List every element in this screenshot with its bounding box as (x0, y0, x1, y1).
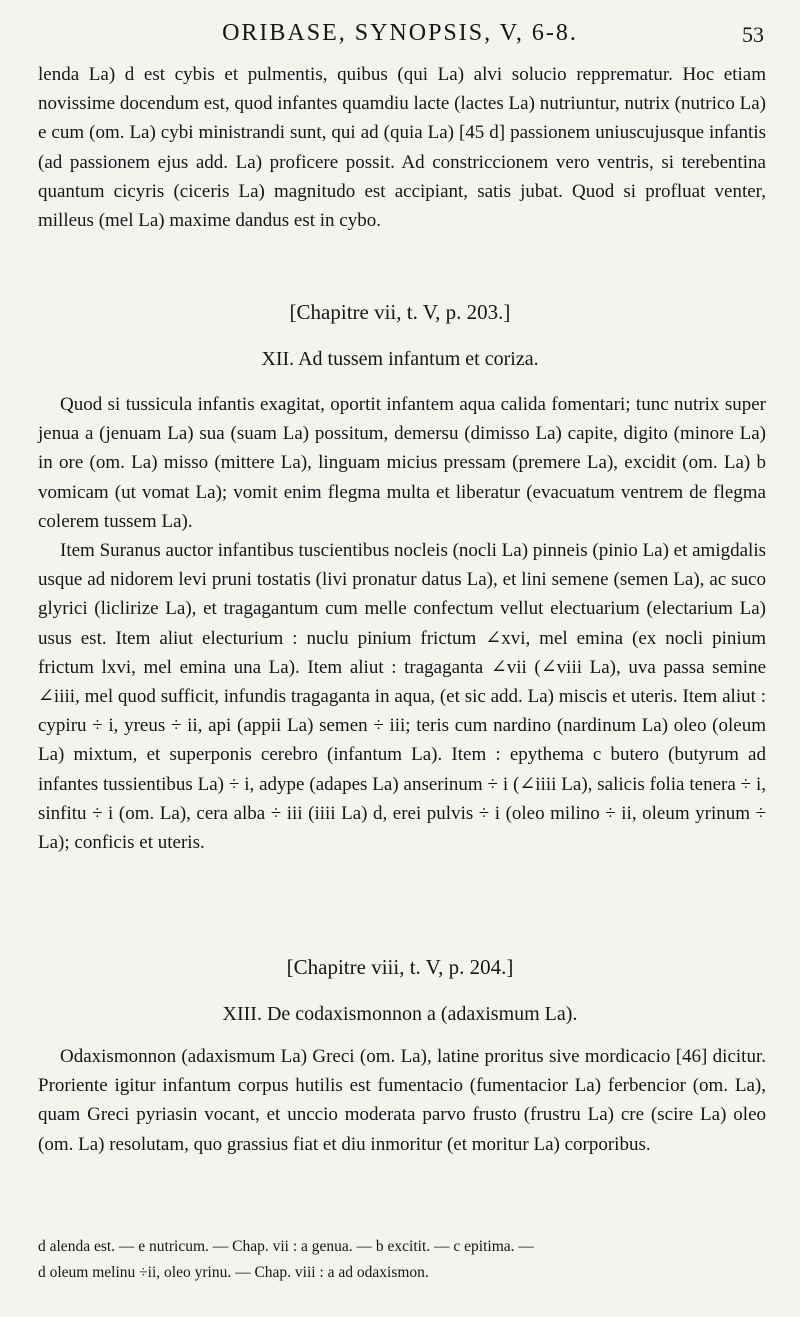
chapter-7-body (38, 390, 766, 857)
running-title: ORIBASE, SYNOPSIS, V, 6-8. (222, 20, 578, 46)
intro-paragraph: lenda La) d est cybis et pulmentis, quibus (qui La) alvi solucio repprematur. Hoc etiam novissime docendum est, quod infantes quamdiu lacte (lactes La) nutriuntur, nutrix (nutrico La) e cum (om. La) cybi ministrandi sunt, qui ad (quia La) [45 d] passionem uniuscujusque infantis (ad passionem ejus add. La) proficere possit. Ad constriccionem vero ventris, si terebentina quantum cicyris (ciceris La) magnitudo est accipiant, satis jubat. Quod si profluat venter, milleus (mel La) maxime dandus est in cybo. (38, 64, 766, 232)
running-head (0, 18, 800, 58)
footnotes (38, 1234, 766, 1286)
section-12-title: XII. Ad tussem infantum et coriza. (261, 348, 539, 370)
chapter-8-heading: [Chapitre viii, t. V, p. 204.] (286, 955, 514, 979)
footnote-line-2: d oleum melinu ÷ii, oleo yrinu. — Chap. viii : a ad odaxismon. (38, 1264, 429, 1281)
page-number: 53 (742, 22, 764, 47)
intro-block (38, 60, 766, 235)
chapter-7-paragraph-2: Item Suranus auctor infantibus tuscientibus nocleis (nocli La) pinneis (pinio La) et amigdalis usque ad nidorem levi pruni tostatis (livi pronatur datus La), et lini semene (semen La), ac suco glyrici (liclirize La), et tragagantum cum melle confectum vellut electuarium (electarium La) usus est. Item aliut electurium : nuclu pinium frictum ∠xvi, mel emina (ex nocli pinium frictum lxvi, mel emina una La). Item aliut : tragaganta ∠vii (∠viii La), uva passa semine ∠iiii, mel quod sufficit, infundis tragaganta in aqua, (et sic add. La) miscis et uteris. Item aliut : cypiru ÷ i, yreus ÷ ii, api (appii La) semen ÷ iii; teris cum nardino (nardinum La) oleo (oleum La) mixtum, et superponis cerebro (infantum La). Item : epythema c butero (butyrum ad infantes tussientibus La) ÷ i, adype (adapes La) anserinum ÷ i (∠iiii La), salicis folia tenera ÷ i, sinfitu ÷ i (om. La), cera alba ÷ iii (iiii La) d, erei pulvis ÷ i (oleo milino ÷ ii, oleum yrinum ÷ La); conficis et uteris. (38, 540, 766, 854)
chapter-8-body (38, 1042, 766, 1159)
footnote-line-1: d alenda est. — e nutricum. — Chap. vii : a genua. — b excitit. — c epitima. — (38, 1238, 534, 1255)
chapter-7-paragraph-1: Quod si tussicula infantis exagitat, oportit infantem aqua calida fomentari; tunc nutrix super jenua a (jenuam La) sua (suam La) possitum, demersu (dimisso La) capite, digito (minore La) in ore (om. La) misso (mittere La), linguam micius pressam (premere La), excidit (om. La) b vomicam (ut vomat La); vomit enim flegma multa et liberatur (evacuatum ventrem de flegma colerem tussem La). (38, 394, 766, 532)
chapter-8-paragraph: Odaxismonnon (adaxismum La) Greci (om. La), latine proritus sive mordicacio [46] dicitur. Proriente igitur infantum corpus hutilis est fumentacio (fumentacior La) ferbencior (om. La), quam Greci pyriasin vocant, et unccio moderata parvo frusto (frustru La) cre (scire La) oleo (om. La) resolutam, quo grassius fiat et diu inmoritur (et moritur La) corporibus. (38, 1046, 766, 1155)
chapter-7-heading: [Chapitre vii, t. V, p. 203.] (289, 300, 511, 324)
section-13-title: XIII. De codaxismonnon a (adaxismum La). (222, 1003, 578, 1025)
